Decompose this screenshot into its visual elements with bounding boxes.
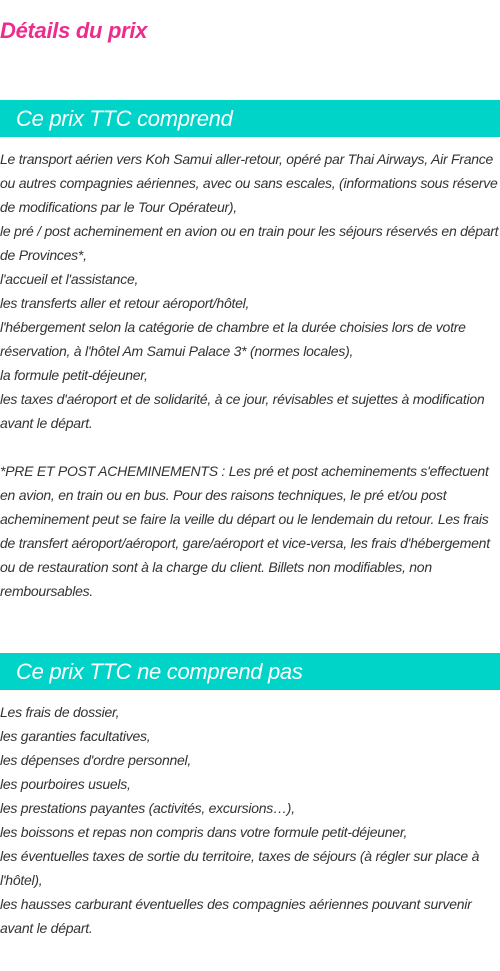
spacer xyxy=(0,435,500,459)
excluded-section-body xyxy=(0,700,500,940)
included-section-heading: Ce prix TTC comprend xyxy=(0,100,500,137)
included-item-accommodation: l'hébergement selon la catégorie de chambre et la durée choisies lors de votre réservation, à l'hôtel Am Samui Palace 3* (normes locales), xyxy=(0,319,466,359)
included-item-taxes: les taxes d'aéroport et de solidarité, à ce jour, révisables et sujettes à modification avant le départ. xyxy=(0,391,485,431)
excluded-item-insurance: les garanties facultatives, xyxy=(0,728,151,744)
included-item-pre-post: le pré / post acheminement en avion ou en train pour les séjours réservés en départ de Provinces*, xyxy=(0,223,499,263)
excluded-item-personal: les dépenses d'ordre personnel, xyxy=(0,752,192,768)
excluded-item-tips: les pourboires usuels, xyxy=(0,776,131,792)
page-title: Détails du prix xyxy=(0,18,148,43)
pre-post-note: *PRE ET POST ACHEMINEMENTS : Les pré et post acheminements s'effectuent en avion, en train ou en bus. Pour des raisons techniques, le pré et/ou post acheminement peut se faire la veille du départ ou le lendemain du retour. Les frais de transfert aéroport/aéroport, gare/aéroport et vice-versa, les frais d'hébergement ou de restauration sont à la charge du client. Billets non modifiables, non remboursables. xyxy=(0,463,490,599)
included-section-body xyxy=(0,147,500,603)
excluded-item-drinks: les boissons et repas non compris dans votre formule petit-déjeuner, xyxy=(0,824,408,840)
excluded-item-activities: les prestations payantes (activités, excursions…), xyxy=(0,800,295,816)
included-item-transfers: les transferts aller et retour aéroport/hôtel, xyxy=(0,295,250,311)
included-item-transport: Le transport aérien vers Koh Samui aller-retour, opéré par Thai Airways, Air France ou autres compagnies aériennes, avec ou sans escales, (informations sous réserve de modifications par le Tour Opérateur), xyxy=(0,151,498,215)
excluded-item-fuel: les hausses carburant éventuelles des compagnies aériennes pouvant survenir avant le départ. xyxy=(0,896,472,936)
excluded-item-exit-taxes: les éventuelles taxes de sortie du territoire, taxes de séjours (à régler sur place à l'hôtel), xyxy=(0,848,480,888)
included-item-welcome: l'accueil et l'assistance, xyxy=(0,271,139,287)
excluded-section-heading: Ce prix TTC ne comprend pas xyxy=(0,653,500,690)
excluded-item-fees: Les frais de dossier, xyxy=(0,704,120,720)
included-item-breakfast: la formule petit-déjeuner, xyxy=(0,367,148,383)
